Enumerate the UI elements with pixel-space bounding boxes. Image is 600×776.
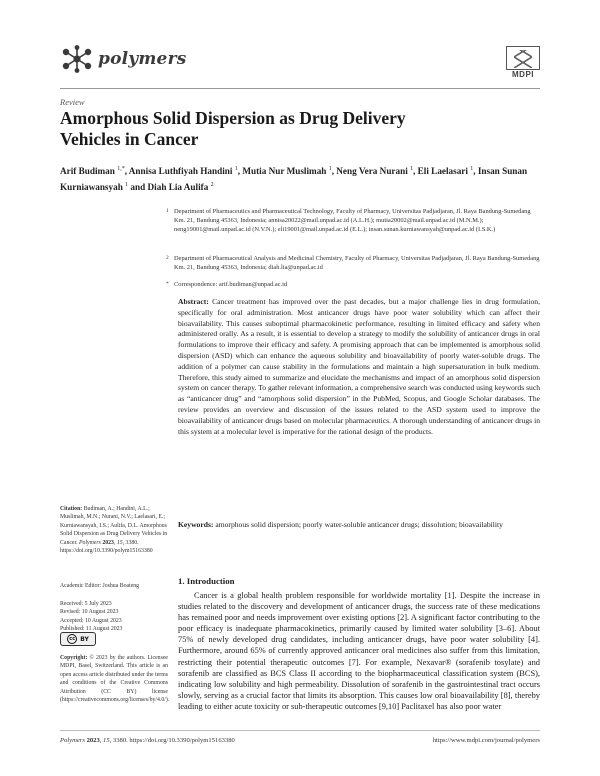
cc-icon: cc	[67, 634, 77, 644]
article-title: Amorphous Solid Dispersion as Drug Delivery Vehicles in Cancer	[60, 108, 406, 149]
date-revised: Revised: 10 August 2023	[60, 609, 119, 616]
affiliation-1: 1 Department of Pharmaceutics and Pharmaceutical Technology, Faculty of Pharmacy, Universitas Padjadjaran, Jl. Raya Bandung-Sumedang Km. 21, Bandung 45363, Indonesia; annisa20022@mail.unpad.ac.id (A.L.H.); mutia20002@mail.unpad.ac.id (M.N.M.); neng19001@mail.unpad.ac.id (N.V.N.); eli19001@mail.unpad.ac.id (E.L.); insan.sunan.kurniawansyah@unpad.ac.id (I.S.K.)	[166, 208, 531, 234]
section-heading-introduction: 1. Introduction	[178, 576, 235, 586]
keywords-label: Keywords:	[178, 520, 214, 529]
footer-divider	[60, 730, 540, 731]
journal-name: polymers	[98, 49, 187, 69]
author[interactable]: Arif Budiman $^{1,*}$	[60, 166, 125, 177]
footer-doi-link[interactable]: , 3380. https://doi.org/10.3390/polym15163380	[109, 737, 235, 744]
keywords-text: amorphous solid dispersion; poorly water-soluble anticancer drugs; dissolution; bioavailability	[215, 520, 503, 529]
author[interactable]: Annisa Luthfiyah Handini $^1$	[128, 166, 238, 177]
citation-doi-link[interactable]: , 3380. https://doi.org/10.3390/polym15163380	[60, 539, 153, 555]
date-accepted: Accepted: 10 August 2023	[60, 617, 122, 624]
header-divider	[60, 88, 540, 89]
footer-citation: Polymers 2023, 15, 3380. https://doi.org/10.3390/polym15163380	[60, 737, 235, 744]
author[interactable]: Insan Sunan Kurniawansyah $^1$	[60, 166, 528, 193]
journal-logo[interactable]	[60, 44, 187, 74]
date-received: Received: 5 July 2023	[60, 601, 112, 607]
abstract	[178, 297, 540, 437]
author[interactable]: Eli Laelasari $^1$	[417, 166, 474, 177]
publisher-logo[interactable]	[506, 46, 540, 79]
journal-url-link[interactable]: https://www.mdpi.com/journal/polymers	[432, 737, 540, 744]
publisher-name: MDPI	[512, 70, 534, 79]
publication-dates	[60, 600, 168, 634]
date-published: Published: 11 August 2023	[60, 626, 123, 633]
academic-editor: Academic Editor: Joshua Boateng	[60, 583, 140, 589]
author-list: Arif Budiman $^{1,*}$, Annisa Luthfiyah Handini $^1$, Mutia Nur Muslimah $^1$, Neng Vera Nurani $^1$, Eli Laelasari $^1$, Insan Sunan Kurniawansyah $^1$ and Diah Lia Aulifa $^2$	[60, 166, 528, 193]
citation-block: Citation: Budiman, A.; Handini, A.L.; Muslimah, M.N.; Nurani, N.V.; Laelasari, E.; Kurniawansyah, I.S.; Aulifa, D.L. Amorphous Solid Dispersion as Drug Delivery Vehicles in Cancer. Polymers 2023, 15, 3380. https://doi.org/10.3390/polym15163380	[60, 506, 168, 555]
mdpi-icon	[506, 46, 540, 70]
polymers-molecule-icon	[60, 44, 94, 74]
author[interactable]: Diah Lia Aulifa $^2$	[147, 182, 214, 193]
journal-header	[60, 44, 540, 80]
abstract-label: Abstract:	[178, 297, 209, 306]
correspondence: * Correspondence: arif.budiman@unpad.ac.id	[166, 281, 288, 288]
copyright-notice: Copyright: © 2023 by the authors. Licensee MDPI, Basel, Switzerland. This article is an open access article distributed under the terms and conditions of the Creative Commons Attribution (CC BY) license (https://creativecommons.org/licenses/by/4.0/).	[60, 655, 170, 704]
keywords	[178, 520, 540, 531]
author[interactable]: Neng Vera Nurani $^1$	[336, 166, 414, 177]
author[interactable]: Mutia Nur Muslimah $^1$	[242, 166, 332, 177]
cc-by-license-badge[interactable]: cc BY	[60, 632, 96, 646]
article-type: Review	[60, 97, 85, 107]
introduction-text: Cancer is a global health problem responsible for worldwide mortality [1]. Despite the increase in studies related to the discovery and development of anticancer drugs, the success rate of these medications has remained poor and needs improvement over existing options [2]. A significant factor contributing to the poor efficacy is inadequate pharmacokinetics, primarily caused by limited water solubility [3–6]. About 75% of newly developed drug candidates, including anticancer drugs, have poor water solubility [4]. Furthermore, around 65% of currently approved anticancer oral medicines also suffer from this limitation, restricting their potential therapeutic outcomes [7]. For example, Nexavar® (sorafenib tosylate) and sorafenib are classified as BCS Class II according to the biopharmaceutical classification system (BCS), indicating low solubility and high permeability. Dissolution of sorafenib in the gastrointestinal tract occurs slowly, serving as a crucial factor that limits its absorption. This causes low oral bioavailability [8], thereby leading to either acute toxicity or sub-therapeutic outcomes [9,10] Paclitaxel has also poor water	[178, 591, 540, 711]
affiliation-2: 2 Department of Pharmaceutical Analysis and Medicinal Chemistry, Faculty of Pharmacy, Universitas Padjadjaran, Jl. Raya Bandung-Sumedang Km. 21, Bandung 45363, Indonesia; diah.lia@unpad.ac.id	[166, 255, 540, 272]
abstract-text: Cancer treatment has improved over the past decades, but a major challenge lies in drug formulation, specifically for oral administration. Most anticancer drugs have poor water solubility which can affect their bioavailability. This causes suboptimal pharmacokinetic performance, resulting in limited efficacy and safety when administered orally. As a result, it is essential to develop a strategy to modify the solubility of anticancer drugs in oral formulations to improve their efficacy and safety. A promising approach that can be implemented is amorphous solid dispersion (ASD) which can enhance the aqueous solubility and bioavailability of poorly water-soluble drugs. The addition of a polymer can cause stability in the formulations and maintain a high supersaturation in bulk medium. Therefore, this study aimed to summarize and elucidate the mechanisms and impact of an amorphous solid dispersion system on cancer therapy. To gather relevant information, a comprehensive search was conducted using keywords such as “anticancer drug” and “amorphous solid dispersion” in the PubMed, Scopus, and Google Scholar databases. The review provides an overview and discussion of the issues related to the ASD system used to improve the bioavailability of anticancer drugs based on molecular pharmaceutics. A thorough understanding of anticancer drugs in this system at a molecular level is imperative for the rational design of the products.	[178, 297, 540, 436]
